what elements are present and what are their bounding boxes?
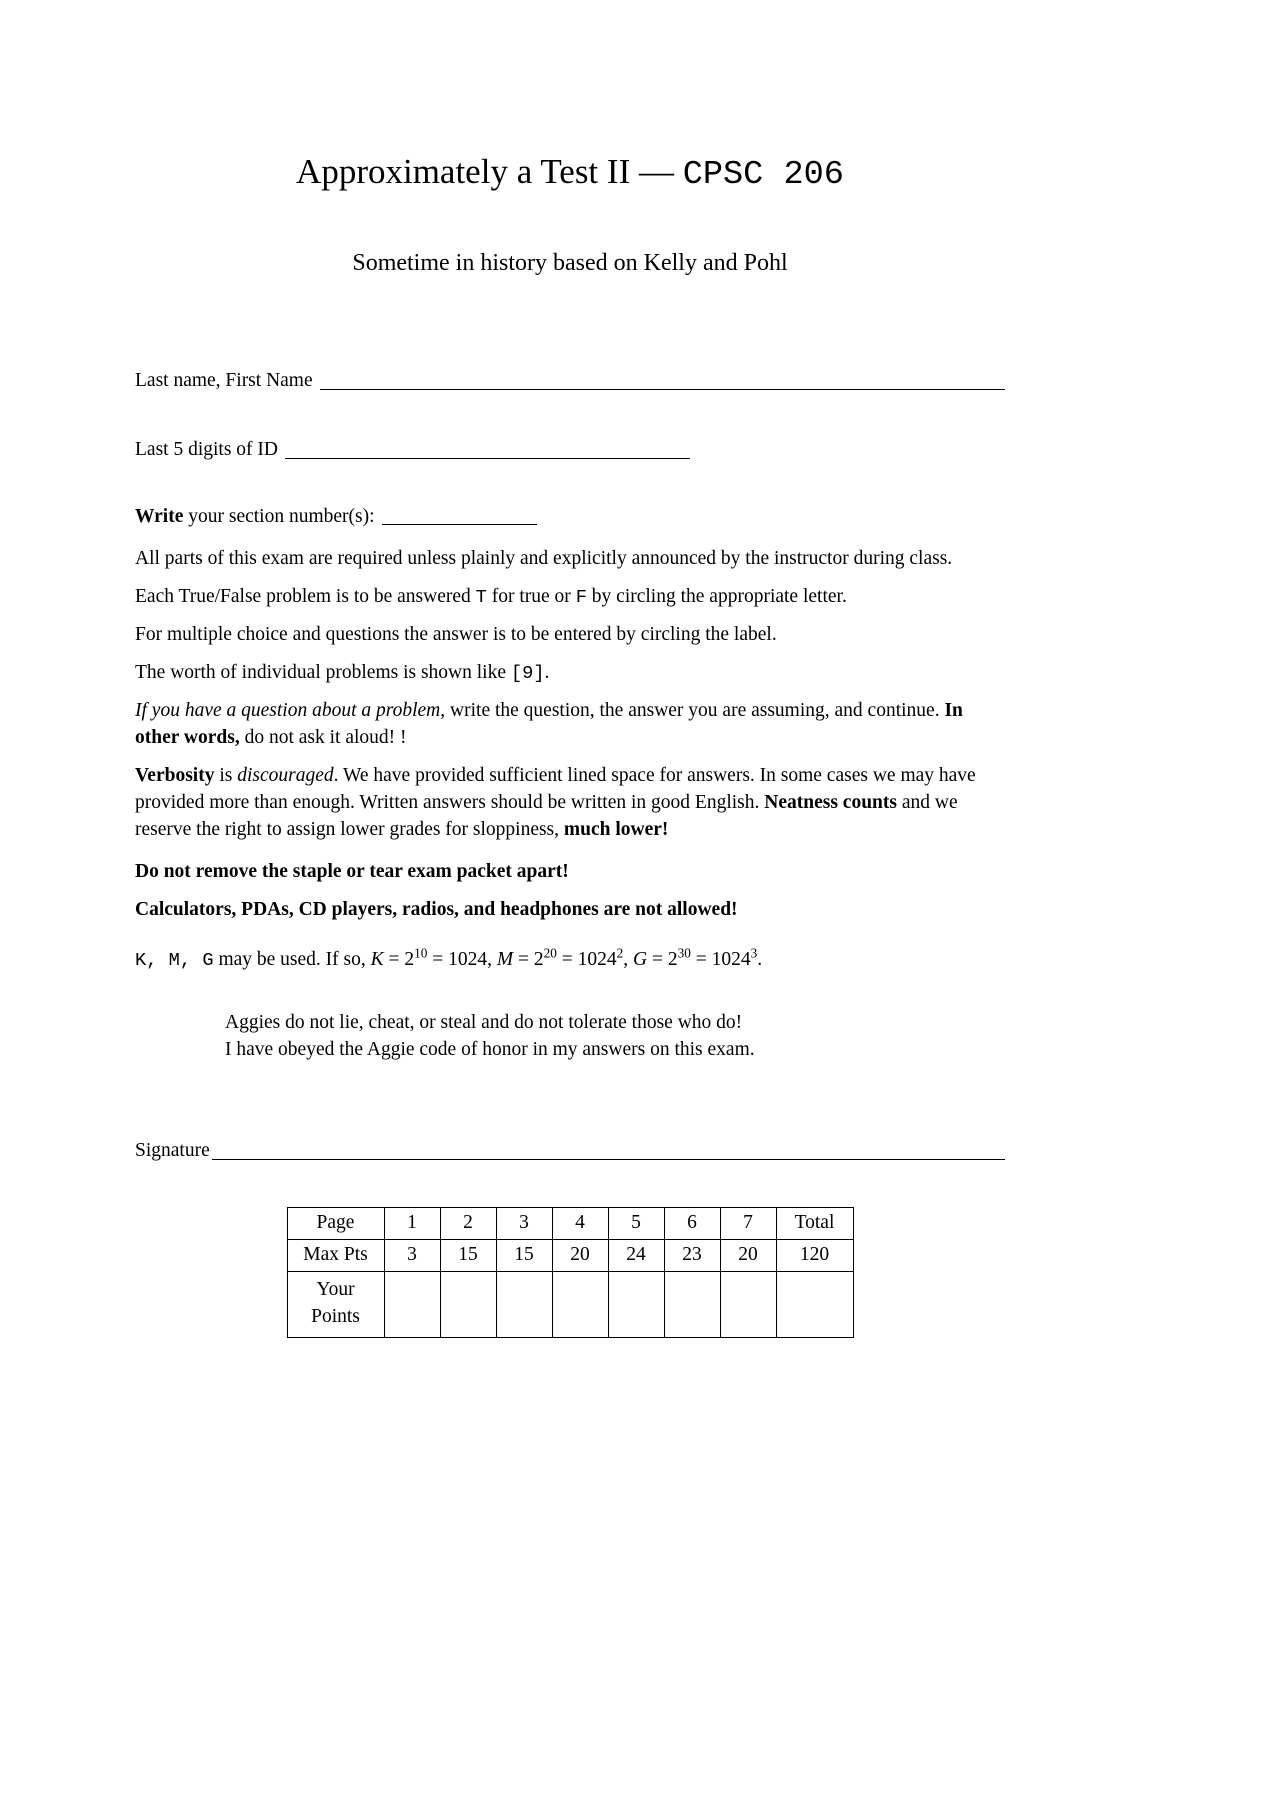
page-subtitle: Sometime in history based on Kelly and Pohl bbox=[352, 249, 788, 276]
score-cell-empty bbox=[496, 1271, 552, 1337]
score-cell-page-label: Page bbox=[287, 1208, 384, 1240]
score-cell: 24 bbox=[608, 1239, 664, 1271]
para-kmg: K, M, G may be used. If so, $K = 2^{10} = 1024$, $M = 2^{20} = 1024^2$, $G = 2^{30} = 1024^3$. bbox=[135, 945, 763, 972]
score-cell: 23 bbox=[664, 1239, 720, 1271]
signature-field-label: Signature bbox=[135, 1140, 210, 1162]
score-cell: 7 bbox=[720, 1208, 776, 1240]
score-cell-maxpts-label: Max Pts bbox=[287, 1239, 384, 1271]
score-cell-total-label: Total bbox=[776, 1208, 853, 1240]
signature-field-row bbox=[135, 1138, 1005, 1165]
honor-code-block bbox=[225, 1010, 1005, 1064]
score-cell: 2 bbox=[440, 1208, 496, 1240]
score-cell-empty bbox=[384, 1271, 440, 1337]
honor-line-1: Aggies do not lie, cheat, or steal and do not tolerate those who do! bbox=[225, 1012, 743, 1034]
score-cell: 3 bbox=[384, 1239, 440, 1271]
score-cell-empty bbox=[776, 1271, 853, 1337]
name-field-row bbox=[135, 368, 1005, 395]
score-cell: 4 bbox=[552, 1208, 608, 1240]
score-cell: 15 bbox=[440, 1239, 496, 1271]
para-true-false: Each True/False problem is to be answered T for true or F by circling the appropriate letter. bbox=[135, 586, 847, 609]
score-cell: 5 bbox=[608, 1208, 664, 1240]
name-fill-line bbox=[320, 389, 1005, 390]
score-cell: 120 bbox=[776, 1239, 853, 1271]
score-cell: 20 bbox=[720, 1239, 776, 1271]
course-code: CPSC 206 bbox=[682, 156, 844, 194]
section-fill-line bbox=[382, 524, 537, 525]
score-cell-empty bbox=[552, 1271, 608, 1337]
id-field-row bbox=[135, 437, 1005, 464]
id-field-label: Last 5 digits of ID bbox=[135, 438, 278, 460]
para-staple: Do not remove the staple or tear exam packet apart! bbox=[135, 860, 569, 882]
signature-fill-line bbox=[212, 1159, 1005, 1160]
score-cell-empty bbox=[720, 1271, 776, 1337]
score-cell: 1 bbox=[384, 1208, 440, 1240]
para-question: If you have a question about a problem, write the question, the answer you are assuming, and continue. In other words, do not ask it aloud! ! bbox=[135, 700, 963, 748]
score-table-page-row bbox=[287, 1208, 853, 1240]
score-cell: 6 bbox=[664, 1208, 720, 1240]
score-cell-empty bbox=[440, 1271, 496, 1337]
score-cell: 20 bbox=[552, 1239, 608, 1271]
section-field-label: Write your section number(s): bbox=[135, 505, 375, 527]
para-worth: The worth of individual problems is shown like [9]. bbox=[135, 662, 550, 685]
yourpoints-label-line1: Your bbox=[316, 1279, 355, 1301]
page-title bbox=[135, 152, 1005, 195]
score-cell-yourpoints-label bbox=[287, 1271, 384, 1337]
score-table-maxpts-row bbox=[287, 1239, 853, 1271]
name-field-label: Last name, First Name bbox=[135, 369, 313, 391]
para-verbosity: Verbosity is discouraged. We have provided sufficient lined space for answers. In some cases we may have provided more than enough. Written answers should be written in good English. Neatness counts and we reserve the right to assign lower grades for sloppiness, much lower! bbox=[135, 764, 976, 840]
section-field-row bbox=[135, 504, 1005, 531]
honor-line-2: I have obeyed the Aggie code of honor in my answers on this exam. bbox=[225, 1039, 755, 1061]
score-table bbox=[287, 1207, 854, 1338]
title-text: Approximately a Test II — bbox=[296, 152, 683, 191]
para-multiple-choice: For multiple choice and questions the answer is to be entered by circling the label. bbox=[135, 624, 777, 646]
score-cell-empty bbox=[608, 1271, 664, 1337]
id-fill-line bbox=[285, 458, 690, 459]
yourpoints-label-line2: Points bbox=[311, 1306, 360, 1328]
score-cell: 15 bbox=[496, 1239, 552, 1271]
score-cell: 3 bbox=[496, 1208, 552, 1240]
score-cell-empty bbox=[664, 1271, 720, 1337]
para-all-parts: All parts of this exam are required unless plainly and explicitly announced by the instructor during class. bbox=[135, 548, 953, 570]
para-calculators: Calculators, PDAs, CD players, radios, and headphones are not allowed! bbox=[135, 898, 738, 920]
score-table-container bbox=[135, 1207, 1005, 1338]
score-table-yourpoints-row bbox=[287, 1271, 853, 1337]
